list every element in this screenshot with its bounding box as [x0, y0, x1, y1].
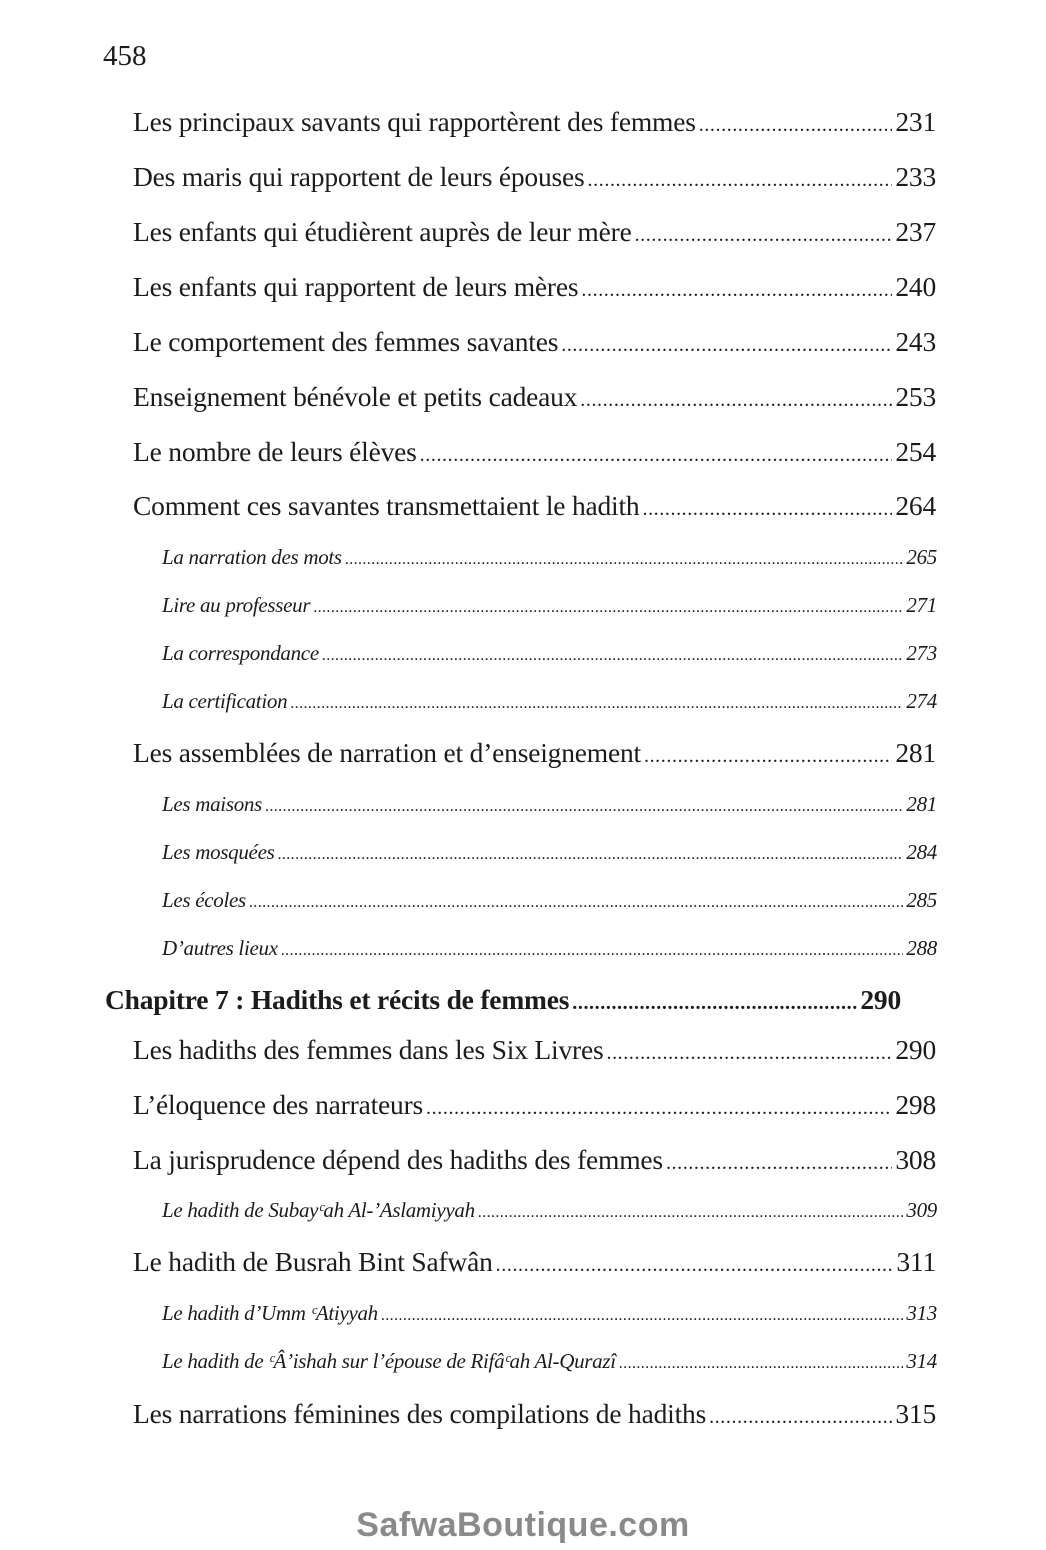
toc-subentry — [162, 593, 937, 618]
page-number: 458 — [103, 40, 147, 72]
toc-dot-leader — [561, 334, 892, 357]
toc-entry-page: 237 — [895, 216, 936, 247]
toc-subentry — [162, 1349, 937, 1374]
toc-subentry-title: D’autres lieux — [162, 936, 278, 960]
toc-dot-leader — [572, 992, 857, 1015]
toc-subentry-title: Les mosquées — [162, 840, 275, 864]
toc-entry-page: 298 — [895, 1089, 936, 1120]
toc-entry-title: Les enfants qui rapportent de leurs mères — [133, 271, 579, 302]
toc-subentry — [162, 545, 937, 570]
toc-subentry — [162, 1198, 937, 1223]
toc-dot-leader — [249, 894, 903, 912]
toc-subentry-title: Les maisons — [162, 792, 262, 816]
toc-subentry-page: 271 — [906, 593, 937, 617]
toc-dot-leader — [277, 846, 903, 864]
toc-dot-leader — [635, 224, 893, 247]
toc-entry-title: Les narrations féminines des compilations de hadiths — [133, 1398, 707, 1429]
toc-subentry — [162, 792, 937, 817]
toc-subentry-title: Le hadith de Subayᶜah Al-’Aslamiyyah — [162, 1198, 475, 1222]
toc-subentry-title: La correspondance — [162, 641, 319, 665]
toc-subentry — [162, 840, 937, 865]
toc-subentry — [162, 936, 937, 961]
toc-dot-leader — [265, 798, 903, 816]
toc-dot-leader — [619, 1355, 904, 1373]
toc-subentry-page: 265 — [906, 545, 937, 569]
toc-chapter-page: 290 — [860, 984, 901, 1015]
toc-entry-page: 233 — [895, 161, 936, 192]
toc-dot-leader — [420, 444, 893, 467]
toc-entry-title: Les hadiths des femmes dans les Six Livres — [133, 1034, 604, 1065]
toc-entry — [133, 326, 936, 358]
toc-dot-leader — [496, 1254, 894, 1277]
toc-dot-leader — [426, 1097, 892, 1120]
toc-subentry-page: 288 — [906, 936, 937, 960]
toc-entry — [133, 436, 936, 468]
toc-chapter-heading — [105, 984, 901, 1016]
toc-entry — [133, 106, 936, 138]
toc-entry-page: 308 — [895, 1144, 936, 1175]
toc-entry-page: 253 — [895, 381, 936, 412]
toc-subentry — [162, 1301, 937, 1326]
toc-entry-page: 243 — [895, 326, 936, 357]
toc-subentry — [162, 888, 937, 913]
toc-dot-leader — [642, 498, 892, 521]
toc-dot-leader — [588, 169, 893, 192]
toc-dot-leader — [290, 695, 903, 713]
toc-subentry-title: Lire au professeur — [162, 593, 311, 617]
toc-entry-title: Des maris qui rapportent de leurs épouses — [133, 161, 585, 192]
toc-entry — [133, 1089, 936, 1121]
toc-subentry-page: 281 — [906, 792, 937, 816]
toc-dot-leader — [345, 551, 904, 569]
toc-subentry-page: 284 — [906, 840, 937, 864]
toc-subentry-page: 273 — [906, 641, 937, 665]
watermark: SafwaBoutique.com — [356, 1506, 690, 1544]
toc-dot-leader — [709, 1406, 892, 1429]
toc-subentry-page: 309 — [906, 1198, 937, 1222]
toc-dot-leader — [381, 1307, 904, 1325]
toc-entry-page: 311 — [896, 1246, 936, 1277]
toc-entry-title: Comment ces savantes transmettaient le hadith — [133, 490, 640, 521]
toc-subentry-page: 313 — [906, 1301, 937, 1325]
toc-entry-title: Le nombre de leurs élèves — [133, 436, 417, 467]
toc-entry-title: Le comportement des femmes savantes — [133, 326, 559, 357]
toc-subentry-title: La certification — [162, 689, 288, 713]
toc-entry-page: 264 — [895, 490, 936, 521]
toc-subentry-page: 285 — [906, 888, 937, 912]
toc-dot-leader — [313, 599, 903, 617]
toc-entry-title: Les assemblées de narration et d’enseignement — [133, 737, 641, 768]
toc-subentry — [162, 689, 937, 714]
toc-entry — [133, 381, 936, 413]
toc-dot-leader — [666, 1152, 892, 1175]
toc-entry — [133, 1144, 936, 1176]
toc-entry — [133, 271, 936, 303]
toc-subentry-title: Le hadith d’Umm ᶜAtiyyah — [162, 1301, 378, 1325]
toc-subentry-page: 314 — [906, 1349, 937, 1373]
toc-dot-leader — [478, 1204, 904, 1222]
toc-entry-page: 231 — [895, 106, 936, 137]
toc-entry — [133, 737, 936, 769]
toc-entry — [133, 216, 936, 248]
toc-entry — [133, 1398, 936, 1430]
toc-dot-leader — [281, 942, 904, 960]
toc-entry-title: La jurisprudence dépend des hadiths des femmes — [133, 1144, 663, 1175]
toc-entry — [133, 1034, 936, 1066]
toc-entry — [133, 1246, 936, 1278]
toc-chapter-title: Chapitre 7 : Hadiths et récits de femmes — [105, 984, 570, 1015]
toc-entry-title: L’éloquence des narrateurs — [133, 1089, 424, 1120]
toc-entry-page: 254 — [895, 436, 936, 467]
toc-entry-title: Les principaux savants qui rapportèrent des femmes — [133, 106, 696, 137]
toc-dot-leader — [699, 114, 893, 137]
toc-subentry-page: 274 — [906, 689, 937, 713]
toc-subentry — [162, 641, 937, 666]
toc-dot-leader — [580, 389, 892, 412]
toc-entry-title: Enseignement bénévole et petits cadeaux — [133, 381, 578, 412]
toc-entry-page: 240 — [895, 271, 936, 302]
toc-entry-title: Les enfants qui étudièrent auprès de leur mère — [133, 216, 632, 247]
toc-dot-leader — [644, 745, 892, 768]
toc-subentry-title: La narration des mots — [162, 545, 342, 569]
toc-subentry-title: Le hadith de ᶜÂ’ishah sur l’épouse de Rifâᶜah Al-Qurazî — [162, 1349, 616, 1373]
toc-entry — [133, 161, 936, 193]
toc-entry-page: 290 — [895, 1034, 936, 1065]
toc-subentry-title: Les écoles — [162, 888, 246, 912]
toc-entry-title: Le hadith de Busrah Bint Safwân — [133, 1246, 493, 1277]
toc-entry — [133, 490, 936, 522]
toc-entry-page: 281 — [895, 737, 936, 768]
toc-entry-page: 315 — [895, 1398, 936, 1429]
toc-dot-leader — [322, 647, 904, 665]
toc-dot-leader — [581, 279, 892, 302]
toc-dot-leader — [606, 1042, 892, 1065]
